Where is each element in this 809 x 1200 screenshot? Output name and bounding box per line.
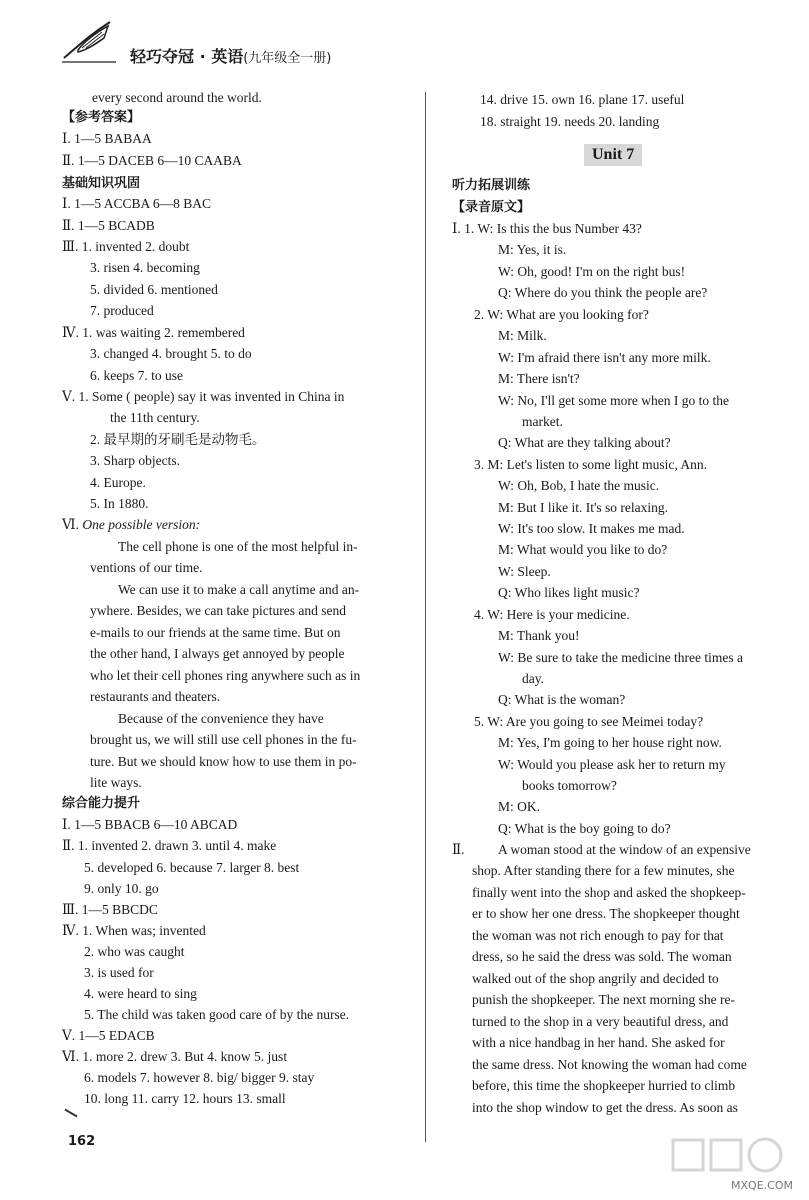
text-line: 听力拓展训练 xyxy=(452,178,531,193)
column-divider xyxy=(425,92,426,1142)
text-line: ventions of our time. xyxy=(90,560,203,575)
text-line: M: But I like it. It's so relaxing. xyxy=(498,500,669,515)
text-line: turned to the shop in a very beautiful dress, and xyxy=(472,1014,729,1029)
header-subtitle: (九年级全一册) xyxy=(243,51,332,66)
text-line: shop. After standing there for a few minutes, she xyxy=(472,863,735,878)
text-line: 2. W: What are you looking for? xyxy=(474,307,649,322)
text-line: into the shop window to get the dress. As soon as xyxy=(472,1100,738,1115)
text-line: 5. The child was taken good care of by the nurse. xyxy=(84,1007,350,1022)
text-line: lite ways. xyxy=(90,775,142,790)
text-line: W: Sleep. xyxy=(498,564,551,579)
text-line: 7. produced xyxy=(90,303,154,318)
text-line: We can use it to make a call anytime and an- xyxy=(118,582,360,597)
text-line: with a nice handbag in her hand. She asked for xyxy=(472,1035,725,1050)
watermark-text: MXQE.COM xyxy=(731,1179,793,1192)
text-line: W: Oh, Bob, I hate the music. xyxy=(498,478,660,493)
text-line: W: I'm afraid there isn't any more milk. xyxy=(498,350,711,365)
text-line: Ⅰ. 1—5 ACCBA 6—8 BAC xyxy=(62,196,211,211)
text-line: every second around the world. xyxy=(92,90,262,105)
text-line: day. xyxy=(522,671,544,686)
text-line: Ⅰ. 1—5 BBACB 6—10 ABCAD xyxy=(62,817,238,832)
text-line: Q: Where do you think the people are? xyxy=(498,285,708,300)
text-line: 10. long 11. carry 12. hours 13. small xyxy=(84,1091,286,1106)
text-line: 6. models 7. however 8. big/ bigger 9. stay xyxy=(84,1070,315,1085)
text-line: 5. In 1880. xyxy=(90,496,149,511)
text-line: 综合能力提升 xyxy=(62,796,141,811)
text-line: the 11th century. xyxy=(110,410,200,425)
text-line: e-mails to our friends at the same time. But on xyxy=(90,625,341,640)
text-line: Ⅰ. 1—5 BABAA xyxy=(62,131,152,146)
text-line: restaurants and theaters. xyxy=(90,689,221,704)
header-title: 轻巧夺冠 · 英语(九年级全一册) xyxy=(130,47,332,66)
text-line: Because of the convenience they have xyxy=(118,711,324,726)
text-line: 14. drive 15. own 16. plane 17. useful xyxy=(480,92,685,107)
text-line: M: Thank you! xyxy=(498,628,580,643)
text-line: ywhere. Besides, we can take pictures and send xyxy=(90,603,347,618)
text-line: 18. straight 19. needs 20. landing xyxy=(480,114,660,129)
text-line: punish the shopkeeper. The next morning she re- xyxy=(472,992,735,1007)
text-line: Ⅳ. 1. When was; invented xyxy=(62,923,206,938)
text-line: Ⅰ. 1. W: Is this the bus Number 43? xyxy=(452,221,642,236)
text-line: Ⅳ. 1. was waiting 2. remembered xyxy=(62,325,245,340)
text-line: W: Oh, good! I'm on the right bus! xyxy=(498,264,686,279)
text-line: 5. developed 6. because 7. larger 8. best xyxy=(84,860,300,875)
text-line: the same dress. Not knowing the woman had come xyxy=(472,1057,747,1072)
text-line: finally went into the shop and asked the shopkeep- xyxy=(472,885,746,900)
text-line: Ⅵ. One possible version: xyxy=(62,517,201,532)
text-line: 4. were heard to sing xyxy=(84,986,197,1001)
text-line: Q: What are they talking about? xyxy=(498,435,671,450)
text-line: 3. is used for xyxy=(84,965,154,980)
text-line: 5. divided 6. mentioned xyxy=(90,282,218,297)
unit-title: Unit 7 xyxy=(584,144,642,166)
text-line: Q: What is the woman? xyxy=(498,692,626,707)
text-line: 4. W: Here is your medicine. xyxy=(474,607,630,622)
text-line: Ⅵ. 1. more 2. drew 3. But 4. know 5. just xyxy=(62,1049,288,1064)
text-line: A woman stood at the window of an expensive xyxy=(498,842,751,857)
text-line: the other hand, I always get annoyed by people xyxy=(90,646,345,661)
page-header xyxy=(58,18,758,78)
text-line: books tomorrow? xyxy=(522,778,617,793)
text-line: 【录音原文】 xyxy=(452,200,531,215)
text-line: Ⅴ. 1—5 EDACB xyxy=(62,1028,155,1043)
text-line: 【参考答案】 xyxy=(62,110,141,125)
text-line: 9. only 10. go xyxy=(84,881,159,896)
text-line: 基础知识巩固 xyxy=(62,176,141,191)
text-line: ture. But we should know how to use them in po- xyxy=(90,754,357,769)
text-line: W: Be sure to take the medicine three times a xyxy=(498,650,744,665)
text-line: W: Would you please ask her to return my xyxy=(498,757,726,772)
text-line: W: No, I'll get some more when I go to the xyxy=(498,393,730,408)
text-line: M: What would you like to do? xyxy=(498,542,668,557)
text-line: the woman was not rich enough to pay for that xyxy=(472,928,724,943)
text-line: M: There isn't? xyxy=(498,371,580,386)
text-line: M: Milk. xyxy=(498,328,547,343)
text-line: 2. 最早期的牙刷毛是动物毛。 xyxy=(90,432,266,447)
text-line: 3. M: Let's listen to some light music, Ann. xyxy=(474,457,708,472)
text-line: Q: What is the boy going to do? xyxy=(498,821,671,836)
text-line: before, this time the shopkeeper hurried to climb xyxy=(472,1078,736,1093)
text-line: 3. changed 4. brought 5. to do xyxy=(90,346,252,361)
text-line: dress, so he said the dress was sold. The woman xyxy=(472,949,732,964)
text-line: Ⅲ. 1—5 BBCDC xyxy=(62,902,158,917)
text-line: Ⅲ. 1. invented 2. doubt xyxy=(62,239,190,254)
text-line: walked out of the shop angrily and decided to xyxy=(472,971,719,986)
text-line: Ⅱ. 1—5 BCADB xyxy=(62,218,155,233)
text-line: market. xyxy=(522,414,563,429)
text-line: brought us, we will still use cell phones in the fu- xyxy=(90,732,357,747)
text-line: Ⅱ. 1. invented 2. drawn 3. until 4. make xyxy=(62,838,277,853)
quill-logo-icon xyxy=(58,18,118,68)
text-line: Ⅱ. 1—5 DACEB 6—10 CAABA xyxy=(62,153,242,168)
text-line: 2. who was caught xyxy=(84,944,185,959)
text-line: Ⅱ. xyxy=(452,842,465,857)
text-line: Ⅴ. 1. Some ( people) say it was invented in China in xyxy=(62,389,345,404)
text-line: er to show her one dress. The shopkeeper thought xyxy=(472,906,740,921)
text-line: 3. Sharp objects. xyxy=(90,453,180,468)
text-line: 4. Europe. xyxy=(90,475,146,490)
text-line: 5. W: Are you going to see Meimei today? xyxy=(474,714,704,729)
text-line: W: It's too slow. It makes me mad. xyxy=(498,521,685,536)
text-line: The cell phone is one of the most helpful in- xyxy=(118,539,358,554)
text-line: who let their cell phones ring anywhere such as in xyxy=(90,668,361,683)
text-line: M: Yes, it is. xyxy=(498,242,567,257)
text-line: M: OK. xyxy=(498,799,541,814)
text-line: 3. risen 4. becoming xyxy=(90,260,200,275)
page-number: 162 xyxy=(68,1134,96,1149)
text-line: 6. keeps 7. to use xyxy=(90,368,183,383)
text-line: Q: Who likes light music? xyxy=(498,585,640,600)
text-line: M: Yes, I'm going to her house right now. xyxy=(498,735,722,750)
corner-mark xyxy=(64,1109,77,1118)
